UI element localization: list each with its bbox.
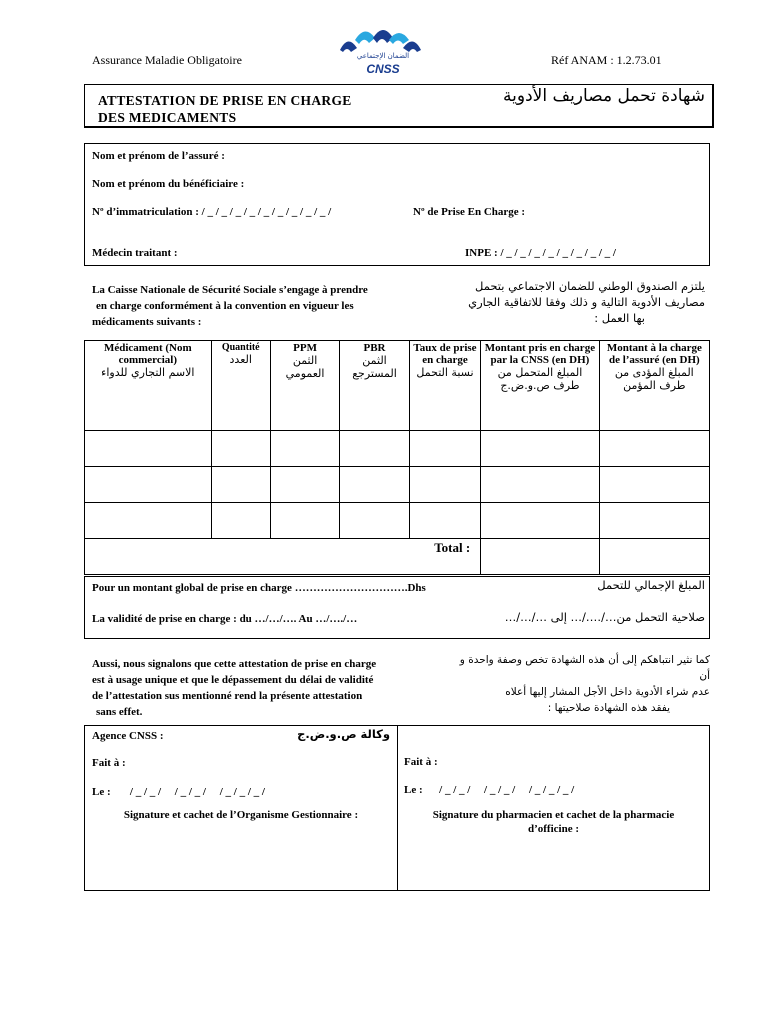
- engagement-ar-line1: يلتزم الصندوق الوطني للضمان الاجتماعي بتحمل: [475, 279, 705, 293]
- engagement-fr-line2: en charge conformément à la convention en vigueur les: [96, 300, 354, 312]
- table-row: [85, 431, 710, 467]
- insured-name-field[interactable]: Nom et prénom de l’assuré :: [92, 150, 225, 162]
- table-row: [85, 503, 710, 539]
- engagement-text-ar: [440, 278, 705, 326]
- validity-ar: صلاحية التحمل من…/…./… إلى …/…/…: [504, 610, 705, 624]
- table-cell[interactable]: [270, 503, 339, 539]
- table-cell[interactable]: [85, 503, 212, 539]
- date-left[interactable]: Le : / _ / _ / / _ / _ / / _ / _ / _ /: [92, 786, 265, 798]
- cnss-logo: [335, 22, 425, 78]
- table-cell[interactable]: [481, 467, 599, 503]
- table-total-row: [85, 539, 710, 575]
- engagement-ar-line3: بها العمل :: [594, 311, 645, 325]
- total-assure-cell[interactable]: [599, 539, 709, 575]
- col-pbr: PBR الثمن المسترجع: [340, 341, 409, 431]
- validity-fr[interactable]: La validité de prise en charge : du …/…/…. Au …/…./…: [92, 613, 358, 625]
- table-cell[interactable]: [211, 503, 270, 539]
- header-reference: Réf ANAM : 1.2.73.01: [551, 53, 662, 67]
- global-amount-fr[interactable]: Pour un montant global de prise en charge ………………………….Dhs: [92, 582, 426, 594]
- notice-ar-line2: عدم شراء الأدوية داخل الأجل المشار إليها أعلاه: [505, 686, 710, 698]
- title-arabic: شهادة تحمل مصاريف الأدوية: [503, 86, 705, 106]
- signature-organisme-label: Signature et cachet de l’Organisme Gestionnaire :: [123, 809, 359, 821]
- table-cell[interactable]: [340, 467, 409, 503]
- table-cell[interactable]: [85, 431, 212, 467]
- header-left-text: Assurance Maladie Obligatoire: [92, 53, 242, 67]
- col-ppm: PPM الثمن العمومي: [270, 341, 339, 431]
- title-french-line2: DES MEDICAMENTS: [98, 110, 237, 125]
- agence-arabic: وكالة ص.و.ض.ج: [297, 727, 390, 741]
- col-montant-assure: Montant à la charge de l’assuré (en DH) المبلغ المؤدى من طرف المؤمن: [599, 341, 709, 431]
- fait-a-left[interactable]: Fait à :: [92, 757, 126, 769]
- table-cell[interactable]: [211, 467, 270, 503]
- table-cell[interactable]: [599, 467, 709, 503]
- table-cell[interactable]: [270, 467, 339, 503]
- date-right[interactable]: Le : / _ / _ / / _ / _ / / _ / _ / _ /: [404, 784, 575, 796]
- agence-field[interactable]: Agence CNSS :: [92, 730, 164, 742]
- table-cell[interactable]: [85, 467, 212, 503]
- table-cell[interactable]: [409, 431, 480, 467]
- logo-arabic-text: الضمان الإجتماعي: [356, 52, 410, 60]
- engagement-fr-line1: La Caisse Nationale de Sécurité Sociale s’engage à prendre: [92, 284, 368, 296]
- total-label: Total :: [85, 539, 481, 575]
- table-cell[interactable]: [481, 431, 599, 467]
- signature-pharmacien-line2: d’officine :: [527, 823, 579, 835]
- engagement-text-fr: [92, 282, 432, 330]
- medications-table: [84, 340, 710, 575]
- inpe-field[interactable]: INPE : / _ / _ / _ / _ / _ / _ / _ / _ /: [465, 247, 616, 259]
- logo-cnss-text: CNSS: [366, 62, 400, 76]
- notice-ar-line1: كما نثير انتباهكم إلى أن هذه الشهادة تخص وصفة واحدة و أن: [459, 654, 710, 682]
- fait-a-right[interactable]: Fait à :: [404, 756, 438, 768]
- notice-fr-line3: de l’attestation sus mentionné rend la présente attestation: [92, 690, 363, 702]
- col-medicament: Médicament (Nom commercial) الاسم التجاري للدواء: [85, 341, 212, 431]
- col-taux: Taux de prise en charge نسبة التحمل: [409, 341, 480, 431]
- table-cell[interactable]: [599, 503, 709, 539]
- col-quantite: Quantité العدد: [211, 341, 270, 431]
- signature-pharmacien-label: [397, 808, 710, 836]
- table-cell[interactable]: [340, 431, 409, 467]
- total-cnss-cell[interactable]: [481, 539, 599, 575]
- beneficiary-name-field[interactable]: Nom et prénom du bénéficiaire :: [92, 178, 245, 190]
- signature-pharmacien-line1: Signature du pharmacien et cachet de la pharmacie: [432, 809, 675, 821]
- table-cell[interactable]: [211, 431, 270, 467]
- engagement-ar-line2: مصاريف الأدوية التالية و ذلك وفقا للاتفاقية الجاري: [468, 295, 705, 309]
- coverage-number-field[interactable]: Nº de Prise En Charge :: [413, 206, 526, 218]
- notice-ar-line3: يفقد هذه الشهادة صلاحيتها :: [547, 702, 670, 714]
- col-montant-cnss: Montant pris en charge par la CNSS (en DH) المبلغ المتحمل من طرف ص.و.ض.ج: [481, 341, 599, 431]
- engagement-fr-line3: médicaments suivants :: [92, 316, 202, 328]
- table-cell[interactable]: [409, 467, 480, 503]
- doctor-field[interactable]: Médecin traitant :: [92, 247, 178, 259]
- table-row: [85, 467, 710, 503]
- registration-number-field[interactable]: Nº d’immatriculation : / _ / _ / _ / _ / _ / _ / _ / _ / _ /: [92, 206, 332, 218]
- notice-fr-line4: sans effet.: [96, 706, 143, 718]
- table-cell[interactable]: [409, 503, 480, 539]
- table-cell[interactable]: [340, 503, 409, 539]
- title-french: [98, 92, 352, 126]
- global-amount-ar: المبلغ الإجمالي للتحمل: [597, 578, 705, 592]
- table-cell[interactable]: [270, 431, 339, 467]
- table-header-row: [85, 341, 710, 431]
- table-cell[interactable]: [481, 503, 599, 539]
- signature-box-organisme: [84, 725, 398, 891]
- title-french-line1: ATTESTATION DE PRISE EN CHARGE: [98, 93, 352, 108]
- table-cell[interactable]: [599, 431, 709, 467]
- notice-fr-line2: est à usage unique et que le dépassement du délai de validité: [92, 674, 374, 686]
- notice-text-ar: [448, 652, 710, 716]
- notice-fr-line1: Aussi, nous signalons que cette attestation de prise en charge: [92, 658, 377, 670]
- notice-text-fr: [92, 656, 462, 720]
